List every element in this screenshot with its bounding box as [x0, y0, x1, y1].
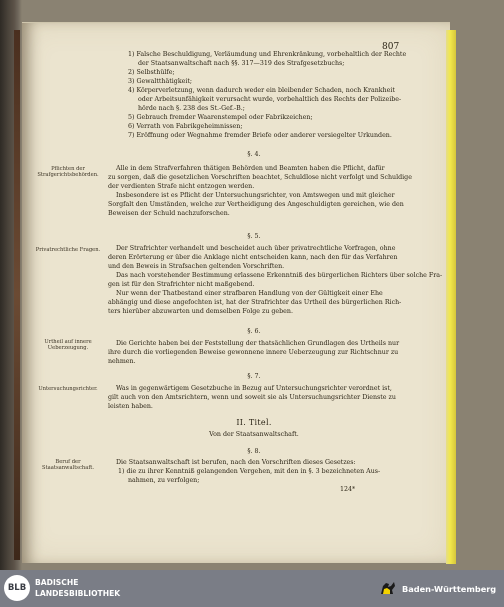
paragraph-line: Sorgfalt den Umständen, welche zur Vertheidigung des Angeschuldigten gereichen, wie den — [108, 201, 404, 208]
paragraph-line: gilt auch von den Amtsrichtern, wenn und soweit sie als Untersuchungsrichter Dienste zu — [108, 394, 396, 401]
list-item: 4) Körperverletzung, wenn dadurch weder ein bleibender Schaden, noch Krankheit — [128, 87, 395, 94]
library-name-line1: BADISCHE — [35, 578, 79, 587]
list-item: hörde nach §. 238 des St.-Gef.-B.; — [138, 105, 245, 112]
signature-mark: 124* — [340, 486, 356, 493]
margin-note: Privatrechtliche Fragen. — [35, 247, 101, 253]
title-subtitle: Von der Staatsanwaltschaft. — [209, 431, 299, 438]
list-item: der Staatsanwaltschaft nach §§. 317—319 des Strafgesetzbuchs; — [138, 60, 345, 67]
list-item: 5) Gebrauch fremder Waarenstempel oder Fabrikzeichen; — [128, 114, 313, 121]
list-item: 7) Eröffnung oder Wegnahme fremder Briefe oder anderer versiegelter Urkunden. — [128, 132, 392, 139]
list-item: 3) Gewaltthätigkeit; — [128, 78, 193, 85]
paragraph-line: und den Beweis in Strafsachen geltenden Vorschriften. — [108, 263, 285, 270]
list-item: 1) Falsche Beschuldigung, Verläumdung und Ehrenkränkung, vorbehaltlich der Rechte — [128, 51, 407, 58]
paragraph-line: Nur wenn der Thatbestand einer strafbaren Handlung von der Gültigkeit einer Ehe — [116, 290, 383, 297]
list-item: 2) Selbsthülfe; — [128, 69, 175, 76]
margin-note: Beruf der Staatsanwaltschaft. — [42, 459, 94, 472]
section-heading: §. 6. — [247, 328, 261, 335]
paragraph-line: ters hierüber abzuwarten und demselben Folge zu geben. — [108, 308, 293, 315]
section-heading: §. 5. — [247, 233, 261, 240]
page-number: 807 — [382, 42, 400, 52]
margin-note: Pflichten der Strafgerichtsbehörden. — [37, 166, 99, 179]
state-name: Baden-Württemberg — [402, 584, 497, 594]
section-heading: §. 8. — [247, 448, 261, 455]
paragraph-line: 1) die zu ihrer Kenntniß gelangenden Vergehen, mit den in §. 3 bezeichneten Aus- — [118, 468, 381, 475]
list-item: 6) Verrath von Fabrikgeheimnissen; — [128, 123, 243, 130]
paragraph-line: gen ist für den Strafrichter nicht maßgebend. — [108, 281, 255, 288]
library-name-line2: LANDESBIBLIOTHEK — [35, 589, 121, 598]
section-heading: §. 4. — [247, 151, 261, 158]
paragraph-line: zu sorgen, daß die gesetzlichen Vorschriften beachtet, Schuldlose nicht verfolgt und Schuldige — [108, 174, 412, 181]
paragraph-line: Das nach vorstehender Bestimmung erlassene Erkenntniß des bürgerlichen Richters über solche Fra- — [116, 272, 443, 279]
paragraph-line: Der Strafrichter verhandelt und bescheidet auch über privatrechtliche Vorfragen, ohne — [116, 245, 396, 252]
paragraph-line: ihre durch die vorliegenden Beweise gewonnene innere Ueberzeugung zur Richtschnur zu — [108, 349, 399, 356]
paragraph-line: deren Erörterung er über die Anklage nicht entscheiden kann, nach den für das Verfahren — [108, 254, 398, 261]
paragraph-line: Beweisen der Schuld nachzuforschen. — [108, 210, 230, 217]
paragraph-line: leisten haben. — [108, 403, 153, 410]
paragraph-line: der verdienten Strafe nicht entzogen werden. — [108, 183, 255, 190]
state-lion-emblem-icon — [378, 578, 398, 598]
margin-note: Urtheil auf innere Ueberzeugung. — [44, 339, 92, 352]
paragraph-line: Alle in dem Strafverfahren thätigen Behörden und Beamten haben die Pflicht, dafür — [116, 165, 385, 172]
title-numeral: II. Titel. — [236, 418, 272, 427]
paragraph-line: abhängig und diese angefochten ist, hat der Strafrichter das Urtheil des bürgerlichen Rich- — [108, 299, 402, 306]
page-edge-gilt — [446, 30, 456, 564]
paragraph-line: Insbesondere ist es Pflicht der Untersuchungsrichter, von Amtswegen und mit gleicher — [116, 192, 395, 199]
paragraph-line: Was in gegenwärtigem Gesetzbuche in Bezug auf Untersuchungsrichter verordnet ist, — [116, 385, 392, 392]
list-item: oder Arbeitsunfähigkeit verursacht wurde, vorbehaltlich des Rechts der Polizeibe- — [138, 96, 402, 103]
blb-logo-icon: BLB — [4, 575, 30, 601]
paragraph-line: nahmen, zu verfolgen; — [128, 477, 200, 484]
paragraph-line: Die Staatsanwaltschaft ist berufen, nach den Vorschriften dieses Gesetzes: — [116, 459, 356, 466]
book-spine — [14, 30, 20, 560]
section-heading: §. 7. — [247, 373, 261, 380]
paragraph-line: Die Gerichte haben bei der Feststellung der thatsächlichen Grundlagen des Urtheils nur — [116, 340, 400, 347]
library-name — [35, 577, 120, 599]
margin-note: Untersuchungsrichter. — [38, 386, 98, 392]
paragraph-line: nehmen. — [108, 358, 136, 365]
